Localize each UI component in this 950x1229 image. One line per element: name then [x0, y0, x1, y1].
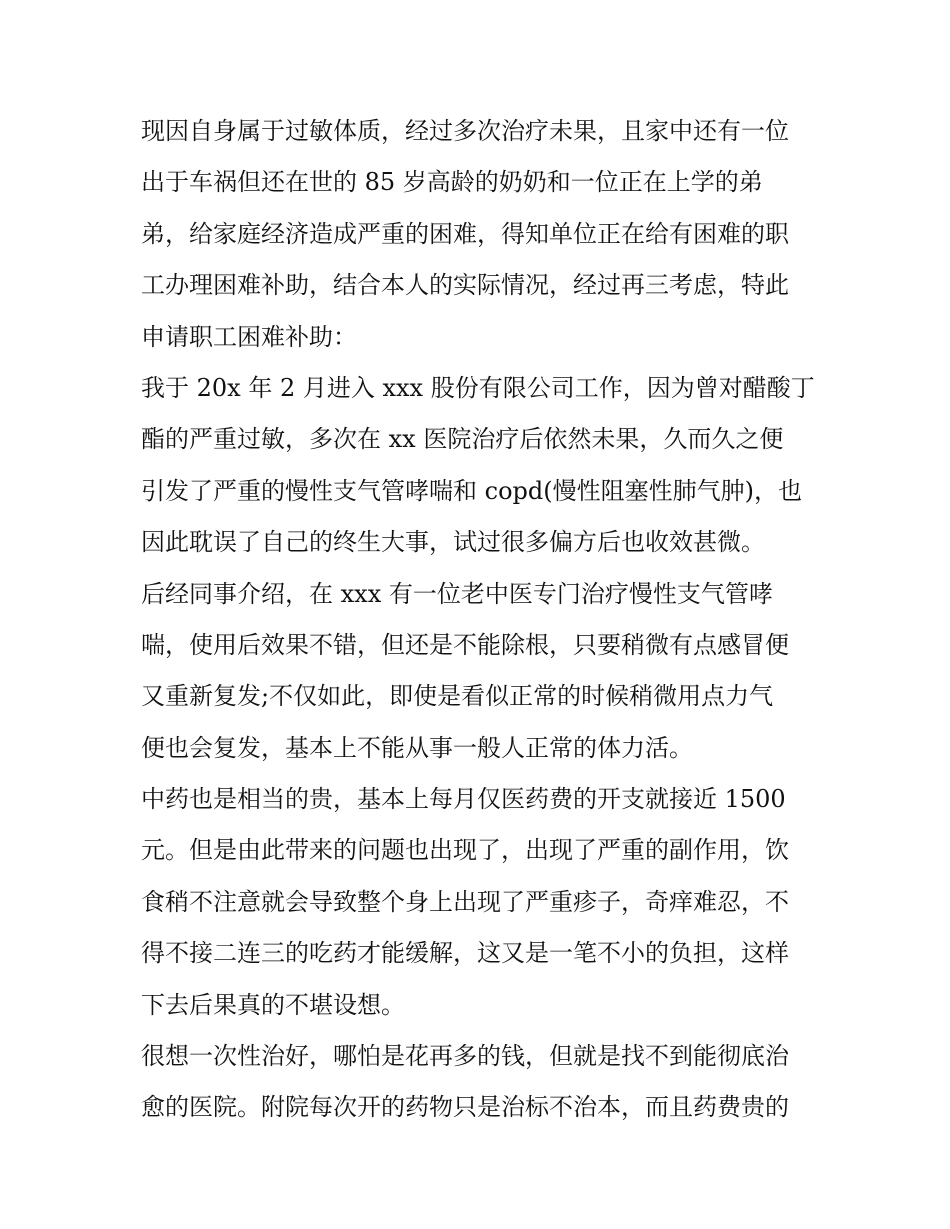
text-line: 便也会复发，基本上不能从事一般人正常的体力活。 — [141, 733, 693, 762]
text-line: 很想一次性治好，哪怕是花再多的钱，但就是找不到能彻底治 — [141, 1042, 789, 1071]
text-line: 喘，使用后效果不错，但还是不能除根，只要稍微有点感冒便 — [141, 630, 789, 659]
text-line: 出于车祸但还在世的 85 岁高龄的奶奶和一位正在上学的弟 — [141, 168, 763, 197]
text-line: 下去后果真的不堪设想。 — [141, 990, 405, 1019]
text-line: 申请职工困难补助： — [141, 322, 357, 351]
text-line: 食稍不注意就会导致整个身上出现了严重疹子，奇痒难忍，不 — [141, 887, 789, 916]
text-line: 元。但是由此带来的问题也出现了，出现了严重的副作用，饮 — [141, 836, 789, 865]
body-text — [141, 106, 821, 1134]
text-line: 后经同事介绍，在 xxx 有一位老中医专门治疗慢性支气管哮 — [141, 579, 773, 608]
text-line: 酯的严重过敏，多次在 xx 医院治疗后依然未果，久而久之便 — [141, 425, 784, 454]
text-line: 得不接二连三的吃药才能缓解，这又是一笔不小的负担，这样 — [141, 939, 789, 968]
text-line: 弟，给家庭经济造成严重的困难，得知单位正在给有困难的职 — [141, 219, 789, 248]
text-line: 我于 20x 年 2 月进入 xxx 股份有限公司工作，因为曾对醋酸丁 — [141, 373, 815, 402]
text-line: 工办理困难补助，结合本人的实际情况，经过再三考虑，特此 — [141, 271, 789, 300]
text-line: 因此耽误了自己的终生大事，试过很多偏方后也收效甚微。 — [141, 528, 765, 557]
text-line: 现因自身属于过敏体质，经过多次治疗未果，且家中还有一位 — [141, 117, 789, 145]
text-line: 中药也是相当的贵，基本上每月仅医药费的开支就接近 1500 — [141, 785, 786, 814]
text-line: 引发了严重的慢性支气管哮喘和 copd(慢性阻塞性肺气肿)，也 — [141, 476, 802, 505]
text-line: 愈的医院。附院每次开的药物只是治标不治本，而且药费贵的 — [141, 1093, 789, 1122]
text-line: 又重新复发;不仅如此，即使是看似正常的时候稍微用点力气 — [141, 682, 774, 711]
